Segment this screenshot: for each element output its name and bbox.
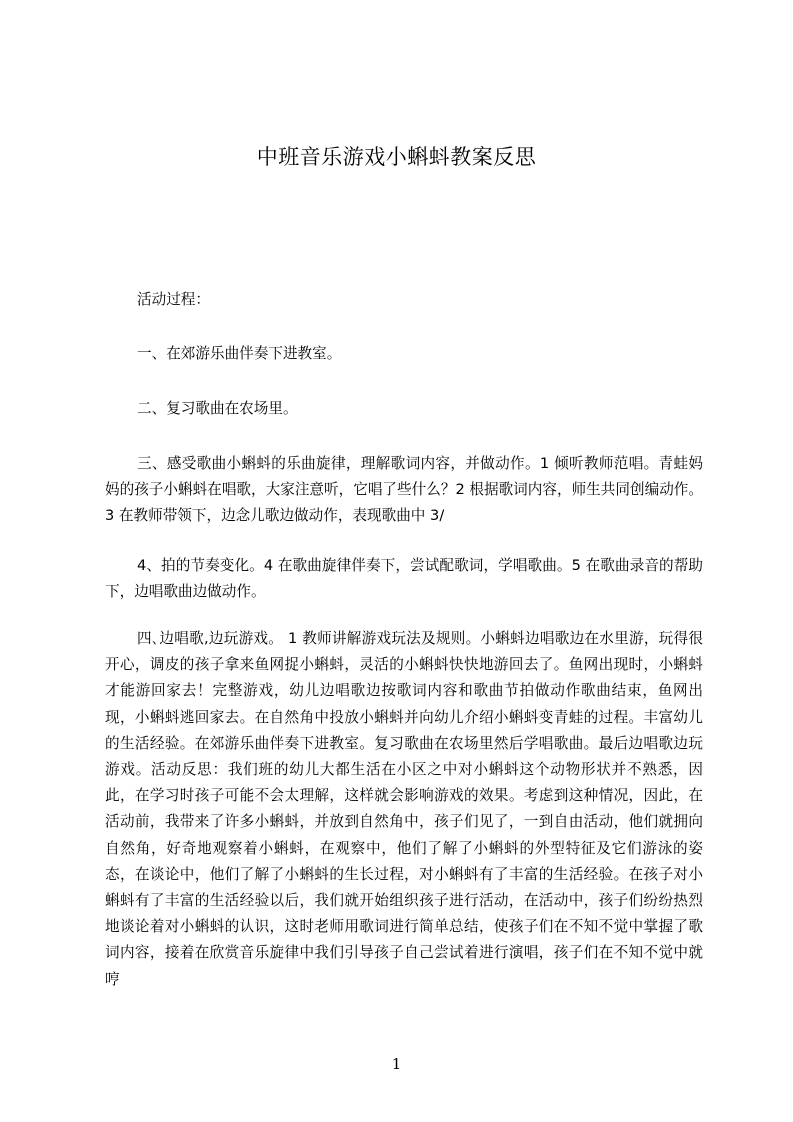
paragraph-step-1: 一、在郊游乐曲伴奏下进教室。 (137, 345, 342, 362)
paragraph-step-5-reflection: 四､边唱歌,边玩游戏。 1 教师讲解游戏玩法及规则。小蝌蚪边唱歌边在水里游，玩得很开心，调皮的孩子拿来鱼网捉小蝌蚪，灵活的小蝌蚪快快地游回去了。鱼网出现时，小蝌蚪才能游回家去！完整游戏，幼儿边唱歌边按歌词内容和歌曲节拍做动作歌曲结束，鱼网出现，小蝌蚪逃回家去。在自然角中投放小蝌蚪并向幼儿介绍小蝌蚪变青蛙的过程。丰富幼儿的生活经验。在郊游乐曲伴奏下进教室。复习歌曲在农场里然后学唱歌曲。最后边唱歌边玩游戏。活动反思：我们班的幼儿大都生活在小区之中对小蝌蚪这个动物形状并不熟悉，因此，在学习时孩子可能不会太理解，这样就会影响游戏的效果。考虑到这种情况，因此，在活动前，我带来了许多小蝌蚪，并放到自然角中，孩子们见了，一到自由活动，他们就拥向自然角，好奇地观察着小蝌蚪，在观察中，他们了解了小蝌蚪的外型特征及它们游泳的姿态，在谈论中，他们了解了小蝌蚪的生长过程，对小蝌蚪有了丰富的生活经验。在孩子对小蝌蚪有了丰富的生活经验以后，我们就开始组织孩子进行活动，在活动中，孩子们纷纷热烈地谈论着对小蝌蚪的认识，这时老师用歌词进行简单总结，使孩子们在不知不觉中掌握了歌词内容，接着在欣赏音乐旋律中我们引导孩子自己尝试着进行演唱，孩子们在不知不觉中就哼 (105, 630, 703, 988)
paragraph-step-2: 二、复习歌曲在农场里。 (137, 400, 298, 417)
paragraph-step-4: 4、拍的节奏变化。4 在歌曲旋律伴奏下，尝试配歌词，学唱歌曲。5 在歌曲录音的帮助下，边唱歌曲边做动作。 (105, 557, 703, 601)
paragraph-step-3: 三、感受歌曲小蝌蚪的乐曲旋律，理解歌词内容，并做动作。1 倾听教师范唱。青蛙妈妈的孩子小蝌蚪在唱歌，大家注意听，它唱了些什么？2 根据歌词内容，师生共同创编动作。3 在教师带领下，边念儿歌边做动作，表现歌曲中 3/ (105, 455, 703, 525)
page-number: 1 (391, 1055, 402, 1073)
section-heading-activity-process: 活动过程： (137, 291, 210, 308)
document-title: 中班音乐游戏小蝌蚪教案反思 (256, 145, 537, 169)
